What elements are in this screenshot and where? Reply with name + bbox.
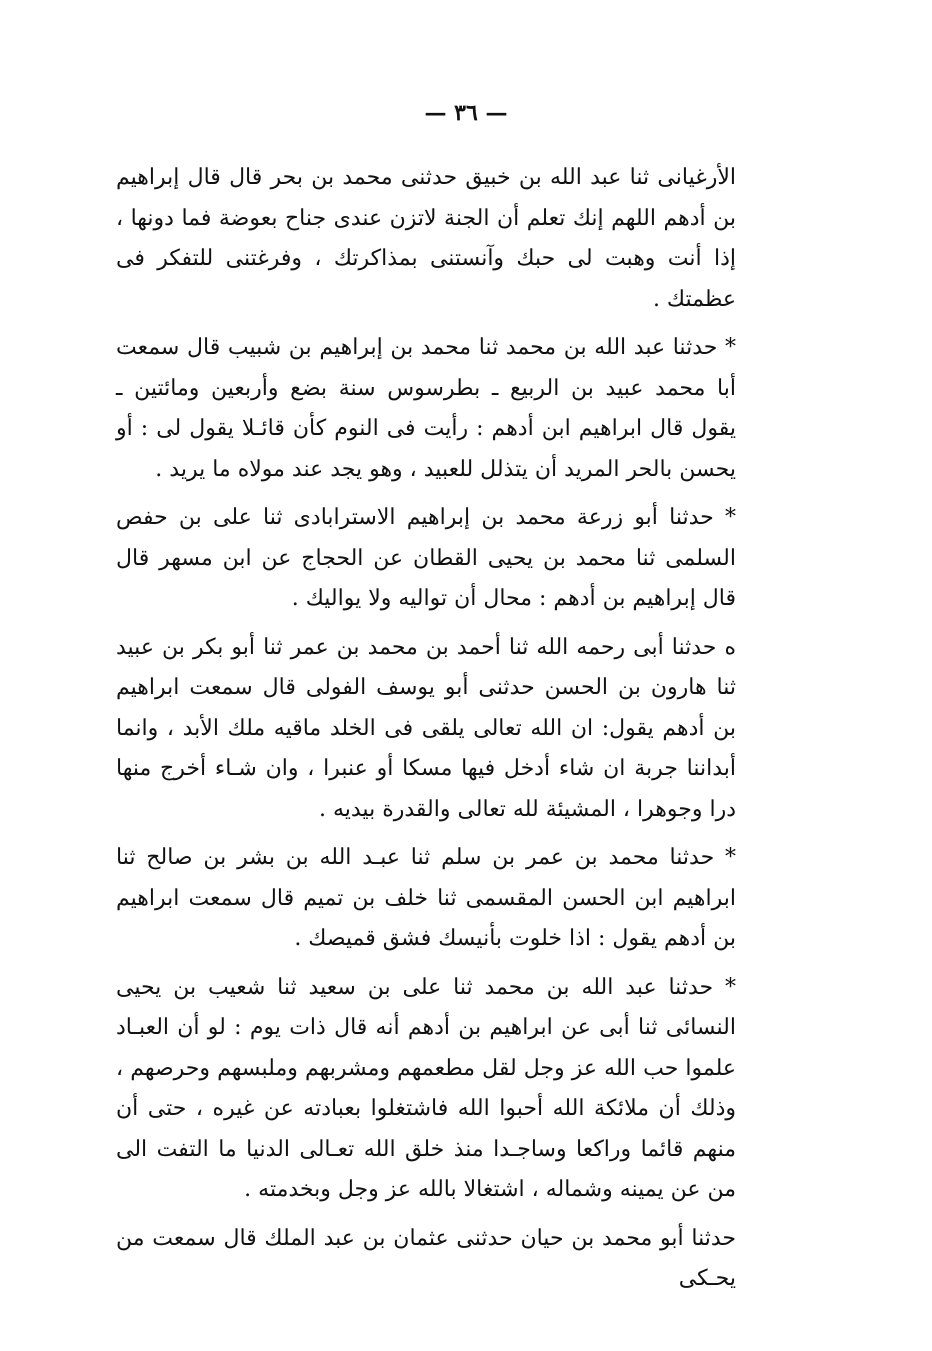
page-number: — ٣٦ —: [424, 100, 508, 126]
paragraph-5: * حدثنا محمد بن عمر بن سلم ثنا عبـد الله بن بشر بن صالح ثنا ابراهيم ابن الحسن المقسمى ثنا خلف بن تميم قال سمعت ابراهيم بن أدهم يقول : اذا خلوت بأنيسك فشق قميصك .: [116, 845, 736, 951]
page-text: [116, 158, 736, 1308]
paragraph-1: الأرغيانى ثنا عبد الله بن خبيق حدثنى محمد بن بحر قال قال إبراهيم بن أدهم اللهم إنك تعلم أن الجنة لاتزن عندى جناح بعوضة فما دونها ، إذا أنت وهبت لى حبك وآنستنى بمذاكرتك ، وفرغتنى للتفكر فى عظمتك .: [116, 165, 736, 312]
paragraph-4: ه حدثنا أبى رحمه الله ثنا أحمد بن محمد بن عمر ثنا أبو بكر بن عبيد ثنا هارون بن الحسن حدثنى أبو يوسف الفولى قال سمعت ابراهيم بن أدهم يقول: ان الله تعالى يلقى فى الخلد ماقيه ملك الأبد ، وانما أبداننا جربة ان شاء أدخل فيها مسكا أو عنبرا ، وان شـاء أخرج منها درا وجوهرا ، المشيئة لله تعالى والقدرة بيديه .: [116, 634, 736, 822]
paragraph-3: * حدثنا أبو زرعة محمد بن إبراهيم الاسترابادى ثنا على بن حفص السلمى ثنا محمد بن يحيى القطان عن الحجاج عن ابن مسهر قال قال إبراهيم بن أدهم : محال أن تواليه ولا يواليك .: [116, 505, 736, 611]
paragraph-6: * حدثنا عبد الله بن محمد ثنا على بن سعيد ثنا شعيب بن يحيى النسائى ثنا أبى عن ابراهيم بن أدهم أنه قال ذات يوم : لو أن العبـاد علموا حب الله عز وجل لقل مطعمهم ومشربهم وملبسهم وحرصهم ، وذلك أن ملائكة الله أحبوا الله فاشتغلوا بعبادته عن غيره ، حتى أن منهم قائما وراكعا وساجـدا منذ خلق الله تعـالى الدنيا ما التفت الى من عن يمينه وشماله ، اشتغالا بالله عز وجل وبخدمته .: [116, 974, 736, 1202]
paragraph-2: * حدثنا عبد الله بن محمد ثنا محمد بن إبراهيم بن شبيب قال سمعت أبا محمد عبيد بن الربيع ـ بطرسوس سنة بضع وأربعين ومائتين ـ يقول قال ابراهيم ابن أدهم : رأيت فى النوم كأن قائـلا يقول لى : أو يحسن بالحر المريد أن يتذلل للعبيد ، وهو يجد عند مولاه ما يريد .: [116, 335, 737, 482]
paragraph-7: حدثنا أبو محمد بن حيان حدثنى عثمان بن عبد الملك قال سمعت من يحـكى: [116, 1225, 736, 1291]
